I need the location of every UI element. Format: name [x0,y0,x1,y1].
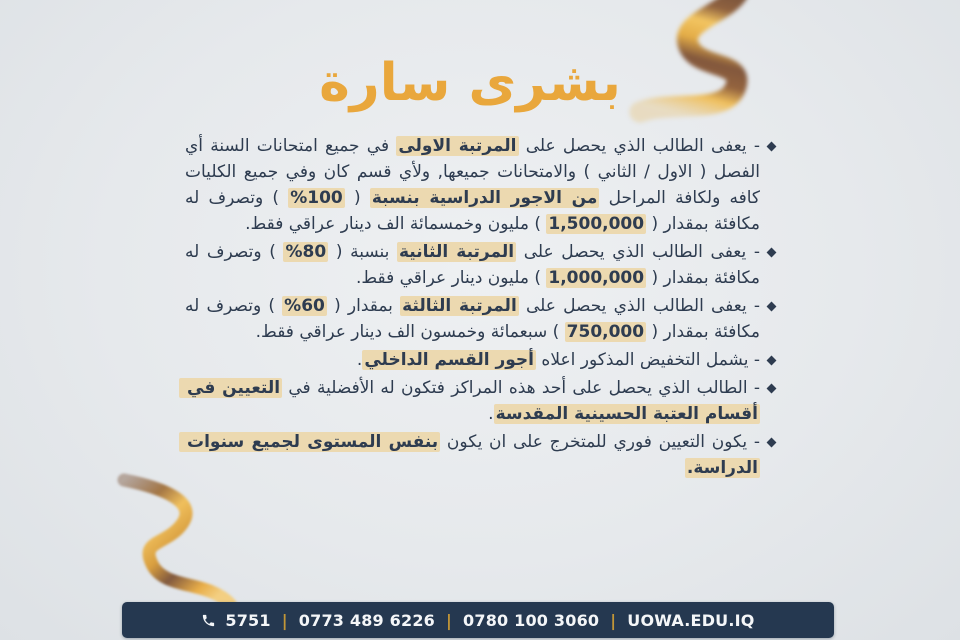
bullet-marker-icon [767,142,777,152]
page-title: بشرى سارة [319,52,621,113]
body-text: ) سبعمائة وخمسون الف دينار عراقي فقط. [255,322,565,342]
highlighted-text: المرتبة الاولى [398,136,517,156]
footer-phone-number: 0780 100 3060 [463,610,600,630]
bullet-item [185,347,775,373]
highlighted-text: التعيين في أقسام العتبة الحسينية المقدسة [181,378,758,424]
body-text: . [488,404,494,424]
phone-icon [201,613,216,628]
body-text: . [356,350,363,370]
body-text: - يعفى الطالب الذي يحصل على [516,242,760,262]
highlighted-text: 1,000,000 [548,268,645,288]
footer-separator: | [610,610,617,630]
footer-bar [122,602,834,638]
bullet-text [179,293,761,345]
highlighted-text: من الاجور الدراسية بنسبة [371,188,598,208]
bullet-list [179,133,775,483]
footer-website: UOWA.EDU.IQ [627,610,755,630]
bullet-item [179,293,775,345]
bullet-marker-icon [767,302,777,312]
footer-phone-number: 0773 489 6226 [298,610,435,630]
body-text: ) مليون دينار عراقي فقط. [355,268,547,288]
body-text: - الطالب الذي يحصل على أحد هذه المراكز فتكون له الأفضلية في [282,378,761,398]
bullet-marker-icon [767,356,777,366]
body-text: - يكون التعيين فوري للمتخرج على ان يكون [440,432,760,452]
footer-separator: | [445,610,453,630]
footer-phone-number: 5751 [225,610,271,630]
highlighted-text: المرتبة الثالثة [402,296,517,316]
highlighted-text: أجور القسم الداخلي [364,350,535,370]
highlighted-text: 750,000 [566,322,645,342]
footer-contact [201,611,754,630]
bullet-text [185,347,760,373]
bullet-marker-icon [767,384,777,394]
bullet-marker-icon [767,248,777,258]
highlighted-text: 60% [284,296,325,316]
bullet-item [181,429,775,481]
bullet-text [181,375,761,427]
bullet-item [179,133,775,237]
highlighted-text: 80% [285,242,327,262]
body-text: ) وتصرف له مكافئة بمقدار ( [179,188,760,234]
body-text: - يعفى الطالب الذي يحصل على [518,136,760,156]
body-text: ) وتصرف له مكافئة بمقدار ( [179,242,760,288]
footer-separator: | [281,610,288,630]
bullet-item [181,375,775,427]
gold-ribbon-icon [112,462,247,612]
bullet-marker-icon [767,438,777,448]
bullet-item [179,239,775,291]
body-text: بمقدار ( [326,296,401,316]
highlighted-text: 1,500,000 [548,214,645,234]
highlighted-text: بنفس المستوى لجميع سنوات الدراسة. [181,432,758,478]
body-text: ( [344,188,370,208]
bullet-text [181,429,760,481]
body-text: - يعفى الطالب الذي يحصل على [518,296,761,316]
body-text: ) وتصرف له مكافئة بمقدار ( [179,296,760,342]
body-text: ) مليون وخمسمائة الف دينار عراقي فقط. [245,214,547,234]
highlighted-text: 100% [290,188,343,208]
bullet-text [179,239,760,291]
body-text: في جميع امتحانات السنة أي الفصل ( الاول / الثاني ) والامتحانات جميعها, ولأي قسم كان وفي جميع الكليات كافه ولكافة المراحل [179,136,760,208]
body-text: - يشمل التخفيض المذكور اعلاه [536,350,760,370]
bullet-text [179,133,760,237]
body-text: بنسبة ( [328,242,397,262]
highlighted-text: المرتبة الثانية [398,242,515,262]
